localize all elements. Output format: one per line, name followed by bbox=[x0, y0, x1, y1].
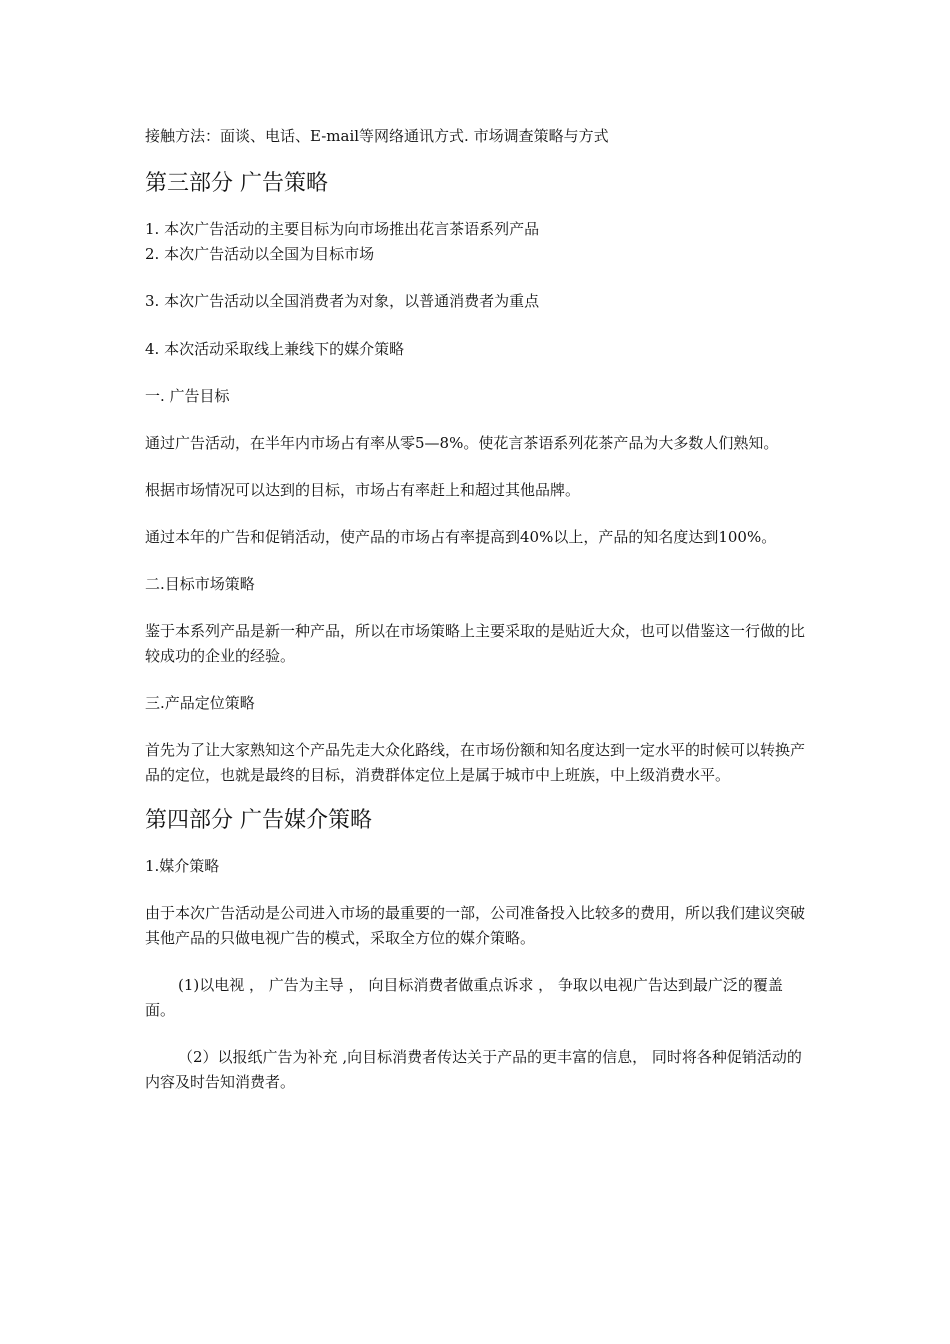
list-item: 4. 本次活动采取线上兼线下的媒介策略 bbox=[145, 340, 405, 358]
paragraph: 通过本年的广告和促销活动，使产品的市场占有率提高到40%以上，产品的知名度达到100%。 bbox=[145, 528, 777, 546]
paragraph: 通过广告活动，在半年内市场占有率从零5—8%。使花言茶语系列花茶产品为大多数人们熟知。 bbox=[145, 434, 779, 452]
paragraph: 鉴于本系列产品是新一种产品，所以在市场策略上主要采取的是贴近大众，也可以借鉴这一行做的比较成功的企业的经验。 bbox=[145, 622, 806, 665]
part3-goal-list bbox=[145, 217, 810, 362]
paragraph: (1)以电视 ， 广告为主导 ， 向目标消费者做重点诉求 ， 争取以电视广告达到最广泛的覆盖面。 bbox=[145, 976, 783, 1019]
part4-heading: 第四部分 广告媒介策略 bbox=[145, 808, 372, 833]
paragraph: （2）以报纸广告为补充 ,向目标消费者传达关于产品的更丰富的信息， 同时将各种促销活动的内容及时告知消费者。 bbox=[145, 1048, 802, 1091]
list-item: 3. 本次广告活动以全国消费者为对象，以普通消费者为重点 bbox=[145, 292, 540, 310]
section-title-target-market: 二.目标市场策略 bbox=[145, 575, 255, 593]
document-page bbox=[145, 124, 810, 1095]
part3-heading: 第三部分 广告策略 bbox=[145, 171, 328, 196]
paragraph: 由于本次广告活动是公司进入市场的最重要的一部，公司准备投入比较多的费用，所以我们建议突破其他产品的只做电视广告的模式，采取全方位的媒介策略。 bbox=[145, 904, 806, 947]
list-item: 1. 本次广告活动的主要目标为向市场推出花言茶语系列产品 bbox=[145, 220, 540, 238]
contact-method-line: 接触方法：面谈、电话、E-mail等网络通讯方式. 市场调查策略与方式 bbox=[145, 127, 609, 145]
paragraph: 首先为了让大家熟知这个产品先走大众化路线，在市场份额和知名度达到一定水平的时候可以转换产品的定位，也就是最终的目标，消费群体定位上是属于城市中上班族，中上级消费水平。 bbox=[145, 741, 806, 784]
paragraph: 根据市场情况可以达到的目标，市场占有率赶上和超过其他品牌。 bbox=[145, 481, 581, 499]
section-title-media-strategy: 1.媒介策略 bbox=[145, 857, 220, 875]
list-item: 2. 本次广告活动以全国为目标市场 bbox=[145, 245, 375, 263]
section-title-ad-goal: 一. 广告目标 bbox=[145, 387, 230, 405]
section-title-positioning: 三.产品定位策略 bbox=[145, 694, 255, 712]
